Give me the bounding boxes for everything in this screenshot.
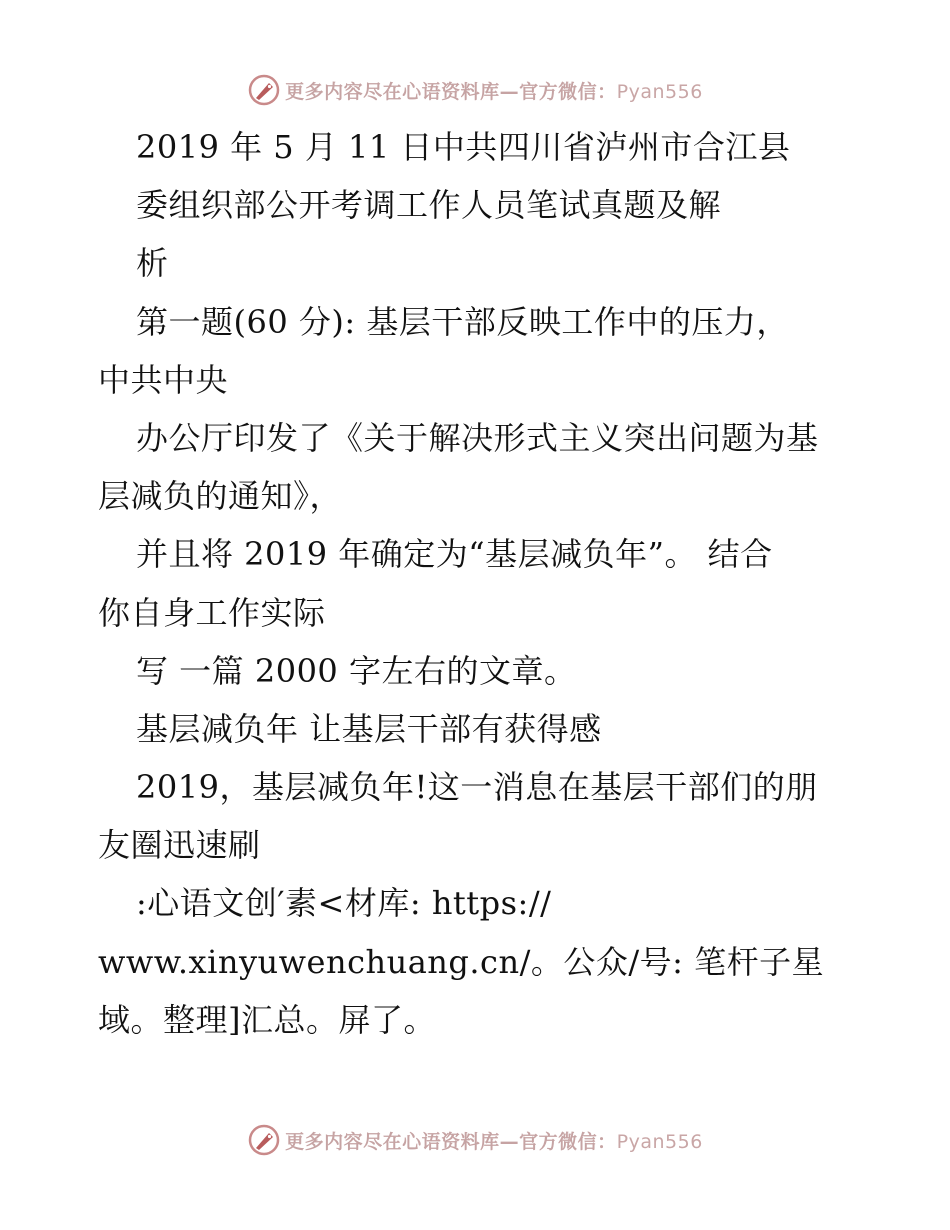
paragraph-line: 并且将 2019 年确定为“基层减负年”。 结合 — [136, 535, 773, 574]
paragraph-line: 写 一篇 2000 字左右的文章。 — [136, 651, 577, 690]
paragraph-line: 你自身工作实际 — [98, 593, 326, 632]
paragraph-line: 域。整理]汇总。屏了。 — [98, 1000, 436, 1039]
paragraph-line: 2019，基层减负年!这一消息在基层干部们的朋 — [136, 768, 818, 807]
wechat-id: Pyan556 — [616, 80, 703, 103]
paragraph-line: www.xinyuwenchuang.cn/。公众/号: 笔杆子星 — [98, 942, 825, 981]
paragraph-line: 中共中央 — [98, 360, 229, 399]
paragraph-line: 办公厅印发了《关于解决形式主义突出问题为基 — [136, 418, 819, 457]
watermark-text: 更多内容尽在心语资料库—官方微信：Pyan556 — [285, 80, 703, 103]
article-title: 基层减负年 让基层干部有获得感 — [136, 709, 602, 748]
wechat-id: Pyan556 — [616, 1130, 703, 1153]
paragraph-line: 友圈迅速刷 — [98, 826, 261, 865]
document-body — [98, 118, 858, 1049]
title-line: 委组织部公开考调工作人员笔试真题及解 — [136, 186, 722, 225]
pen-nib-logo-icon — [247, 1123, 281, 1157]
footer-watermark — [0, 1120, 950, 1160]
pen-nib-logo-icon — [247, 73, 281, 107]
paragraph-line: 层减负的通知》， — [98, 477, 343, 516]
paragraph-line: 第一题(60 分): 基层干部反映工作中的压力， — [136, 302, 789, 341]
watermark-text: 更多内容尽在心语资料库—官方微信：Pyan556 — [285, 1130, 703, 1153]
title-line: 2019 年 5 月 11 日中共四川省泸州市合江县 — [136, 128, 791, 166]
paragraph-line: :心语文创′素<材库: https:// — [136, 884, 552, 923]
title-line: 析 — [136, 244, 169, 283]
header-watermark — [0, 70, 950, 110]
